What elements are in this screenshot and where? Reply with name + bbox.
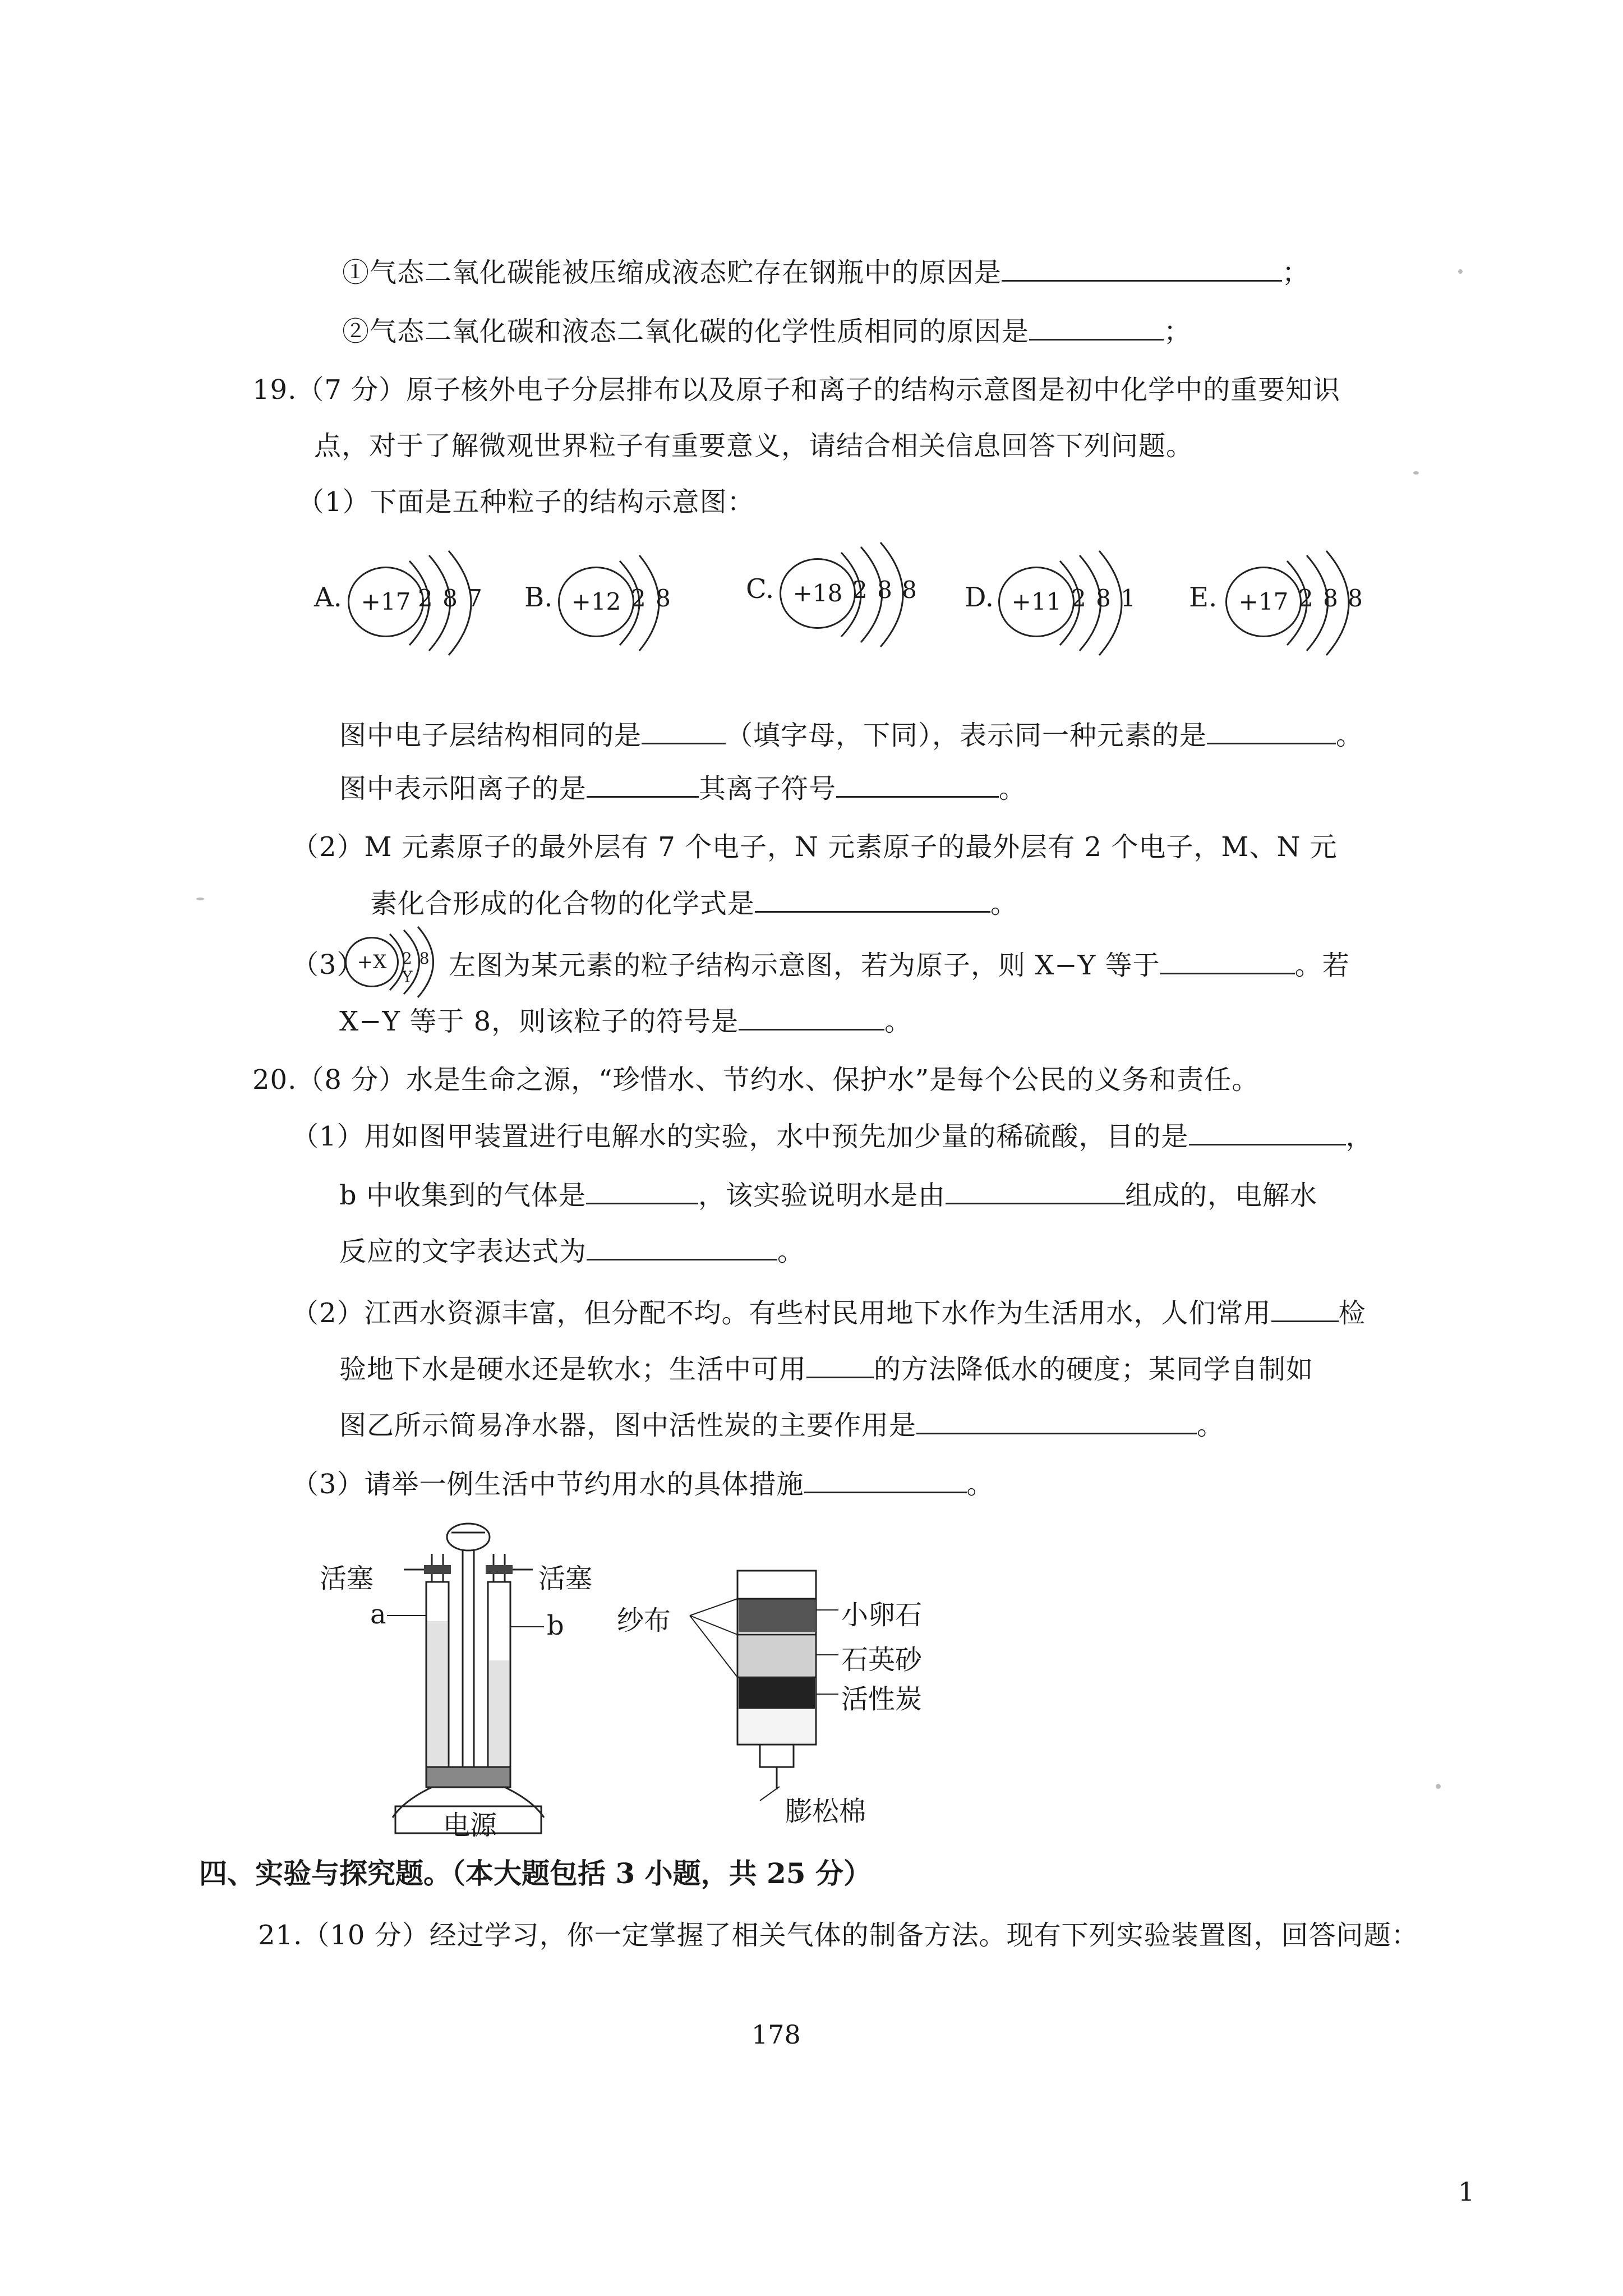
quartz-sand-label: 石英砂	[841, 1644, 923, 1676]
stopcock-right-label: 活塞	[538, 1563, 593, 1594]
q19-part1-question1: 图中电子层结构相同的是 （填字母，下同），表示同一种元素的是 。	[339, 718, 1363, 752]
answer-blank[interactable]	[804, 1467, 967, 1493]
answer-blank[interactable]	[1160, 948, 1295, 974]
section-heading: 四、实验与探究题。（本大题包括 3 小题，共 25 分）	[199, 1857, 872, 1890]
answer-blank[interactable]	[1271, 1296, 1339, 1322]
nucleus: +17	[348, 567, 424, 637]
answer-blank[interactable]	[1029, 314, 1164, 341]
atom-diagram-d: D. +11 2 8 1	[965, 550, 1144, 662]
activated-carbon-label: 活性炭	[841, 1683, 923, 1715]
nucleus: +12	[558, 567, 634, 637]
answer-blank[interactable]	[836, 771, 999, 798]
scan-speck	[196, 898, 204, 900]
fluffy-cotton-label: 膨松棉	[785, 1796, 866, 1827]
answer-blank[interactable]	[587, 771, 699, 798]
scan-speck	[1413, 471, 1419, 475]
q20-part1-line1: （1）用如图甲装置进行电解水的实验，水中预先加少量的稀硫酸，目的是 ，	[292, 1119, 1373, 1153]
q20-part2-line3: 图乙所示简易净水器，图中活性炭的主要作用是 。	[339, 1408, 1224, 1442]
answer-blank[interactable]	[946, 1178, 1125, 1204]
q19-part1-question2: 图中表示阳离子的是 其离子符号 。	[339, 771, 1026, 806]
answer-blank[interactable]	[1189, 1119, 1346, 1145]
q19-part3-line2: X−Y 等于 8，则该粒子的符号是 。	[339, 1004, 912, 1038]
q18-line2: ②气态二氧化碳和液态二氧化碳的化学性质相同的原因是 ；	[342, 314, 1191, 348]
electrolysis-apparatus-figure	[314, 1520, 606, 1841]
nucleus: +11	[998, 567, 1075, 637]
q20-part2-line2: 验地下水是硬水还是软水；生活中可用 的方法降低水的硬度；某同学自制如	[339, 1352, 1313, 1386]
answer-blank[interactable]	[1002, 255, 1282, 282]
q20-part1-line3: 反应的文字表达式为 。	[339, 1234, 805, 1268]
scan-speck	[1436, 1784, 1441, 1789]
q18-line1: ①气态二氧化碳能被压缩成液态贮存在钢瓶中的原因是 ；	[342, 255, 1310, 289]
answer-blank[interactable]	[739, 1004, 884, 1030]
q20-part2-line1: （2）江西水资源丰富，但分配不均。有些村民用地下水作为生活用水，人们常用 检	[292, 1296, 1366, 1330]
answer-blank[interactable]	[586, 1178, 698, 1204]
answer-blank[interactable]	[587, 1234, 777, 1260]
q20-part3: （3）请举一例生活中节约用水的具体措施 。	[292, 1467, 994, 1501]
answer-blank[interactable]	[755, 886, 990, 913]
nucleus: +18	[780, 558, 856, 629]
q19-part2-line1: （2）M 元素原子的最外层有 7 个电子，N 元素原子的最外层有 2 个电子，M、N 元	[292, 831, 1338, 863]
answer-blank[interactable]	[642, 718, 726, 744]
answer-blank[interactable]	[806, 1352, 874, 1378]
atom-diagram-e: E. +17 2 8 8	[1189, 550, 1374, 662]
q20-part1-line2: b 中收集到的气体是 ，该实验说明水是由 组成的，电解水	[339, 1178, 1317, 1212]
stopcock-left-label: 活塞	[320, 1563, 374, 1594]
answer-blank[interactable]	[1207, 718, 1336, 744]
water-purifier-figure	[617, 1565, 998, 1827]
electrode-a-label: a	[370, 1599, 386, 1630]
q19-intro2: 点，对于了解微观世界粒子有重要意义，请结合相关信息回答下列问题。	[314, 430, 1194, 462]
q19-part3-line1: 左图为某元素的粒子结构示意图，若为原子，则 X−Y 等于 。若	[449, 948, 1350, 982]
answer-blank[interactable]	[916, 1408, 1197, 1434]
page-number: 178	[751, 2019, 801, 2050]
q20-intro: 20.（8 分）水是生命之源，“珍惜水、节约水、保护水”是每个公民的义务和责任。	[252, 1064, 1260, 1096]
atom-diagram-a: A. +17 2 8 7	[314, 550, 494, 662]
nucleus: +X	[345, 937, 399, 987]
scan-speck	[1458, 269, 1463, 274]
q21-intro: 21.（10 分）经过学习，你一定掌握了相关气体的制备方法。现有下列实验装置图，回答问题：	[258, 1920, 1419, 1951]
power-supply-label: 电源	[443, 1810, 497, 1841]
gauze-label: 纱布	[617, 1605, 671, 1636]
q19-intro1: 19.（7 分）原子核外电子分层排布以及原子和离子的结构示意图是初中化学中的重要知识	[252, 374, 1341, 406]
corner-mark: 1	[1458, 2177, 1475, 2207]
atom-diagram-x: +X 2 8 Y	[345, 926, 446, 1004]
q19-part1: （1）下面是五种粒子的结构示意图：	[297, 486, 755, 518]
pebble-label: 小卵石	[841, 1599, 923, 1631]
water-purifier-drawing	[617, 1565, 998, 1823]
atom-diagram-c: C. +18 2 8 8	[746, 541, 925, 654]
atom-diagram-b: B. +12 2 8	[524, 550, 693, 662]
q19-part2-line2: 素化合形成的化合物的化学式是 。	[370, 886, 1018, 921]
electrode-b-label: b	[547, 1610, 564, 1641]
nucleus: +17	[1225, 567, 1302, 637]
q19-part3-label: （3）	[292, 949, 365, 981]
